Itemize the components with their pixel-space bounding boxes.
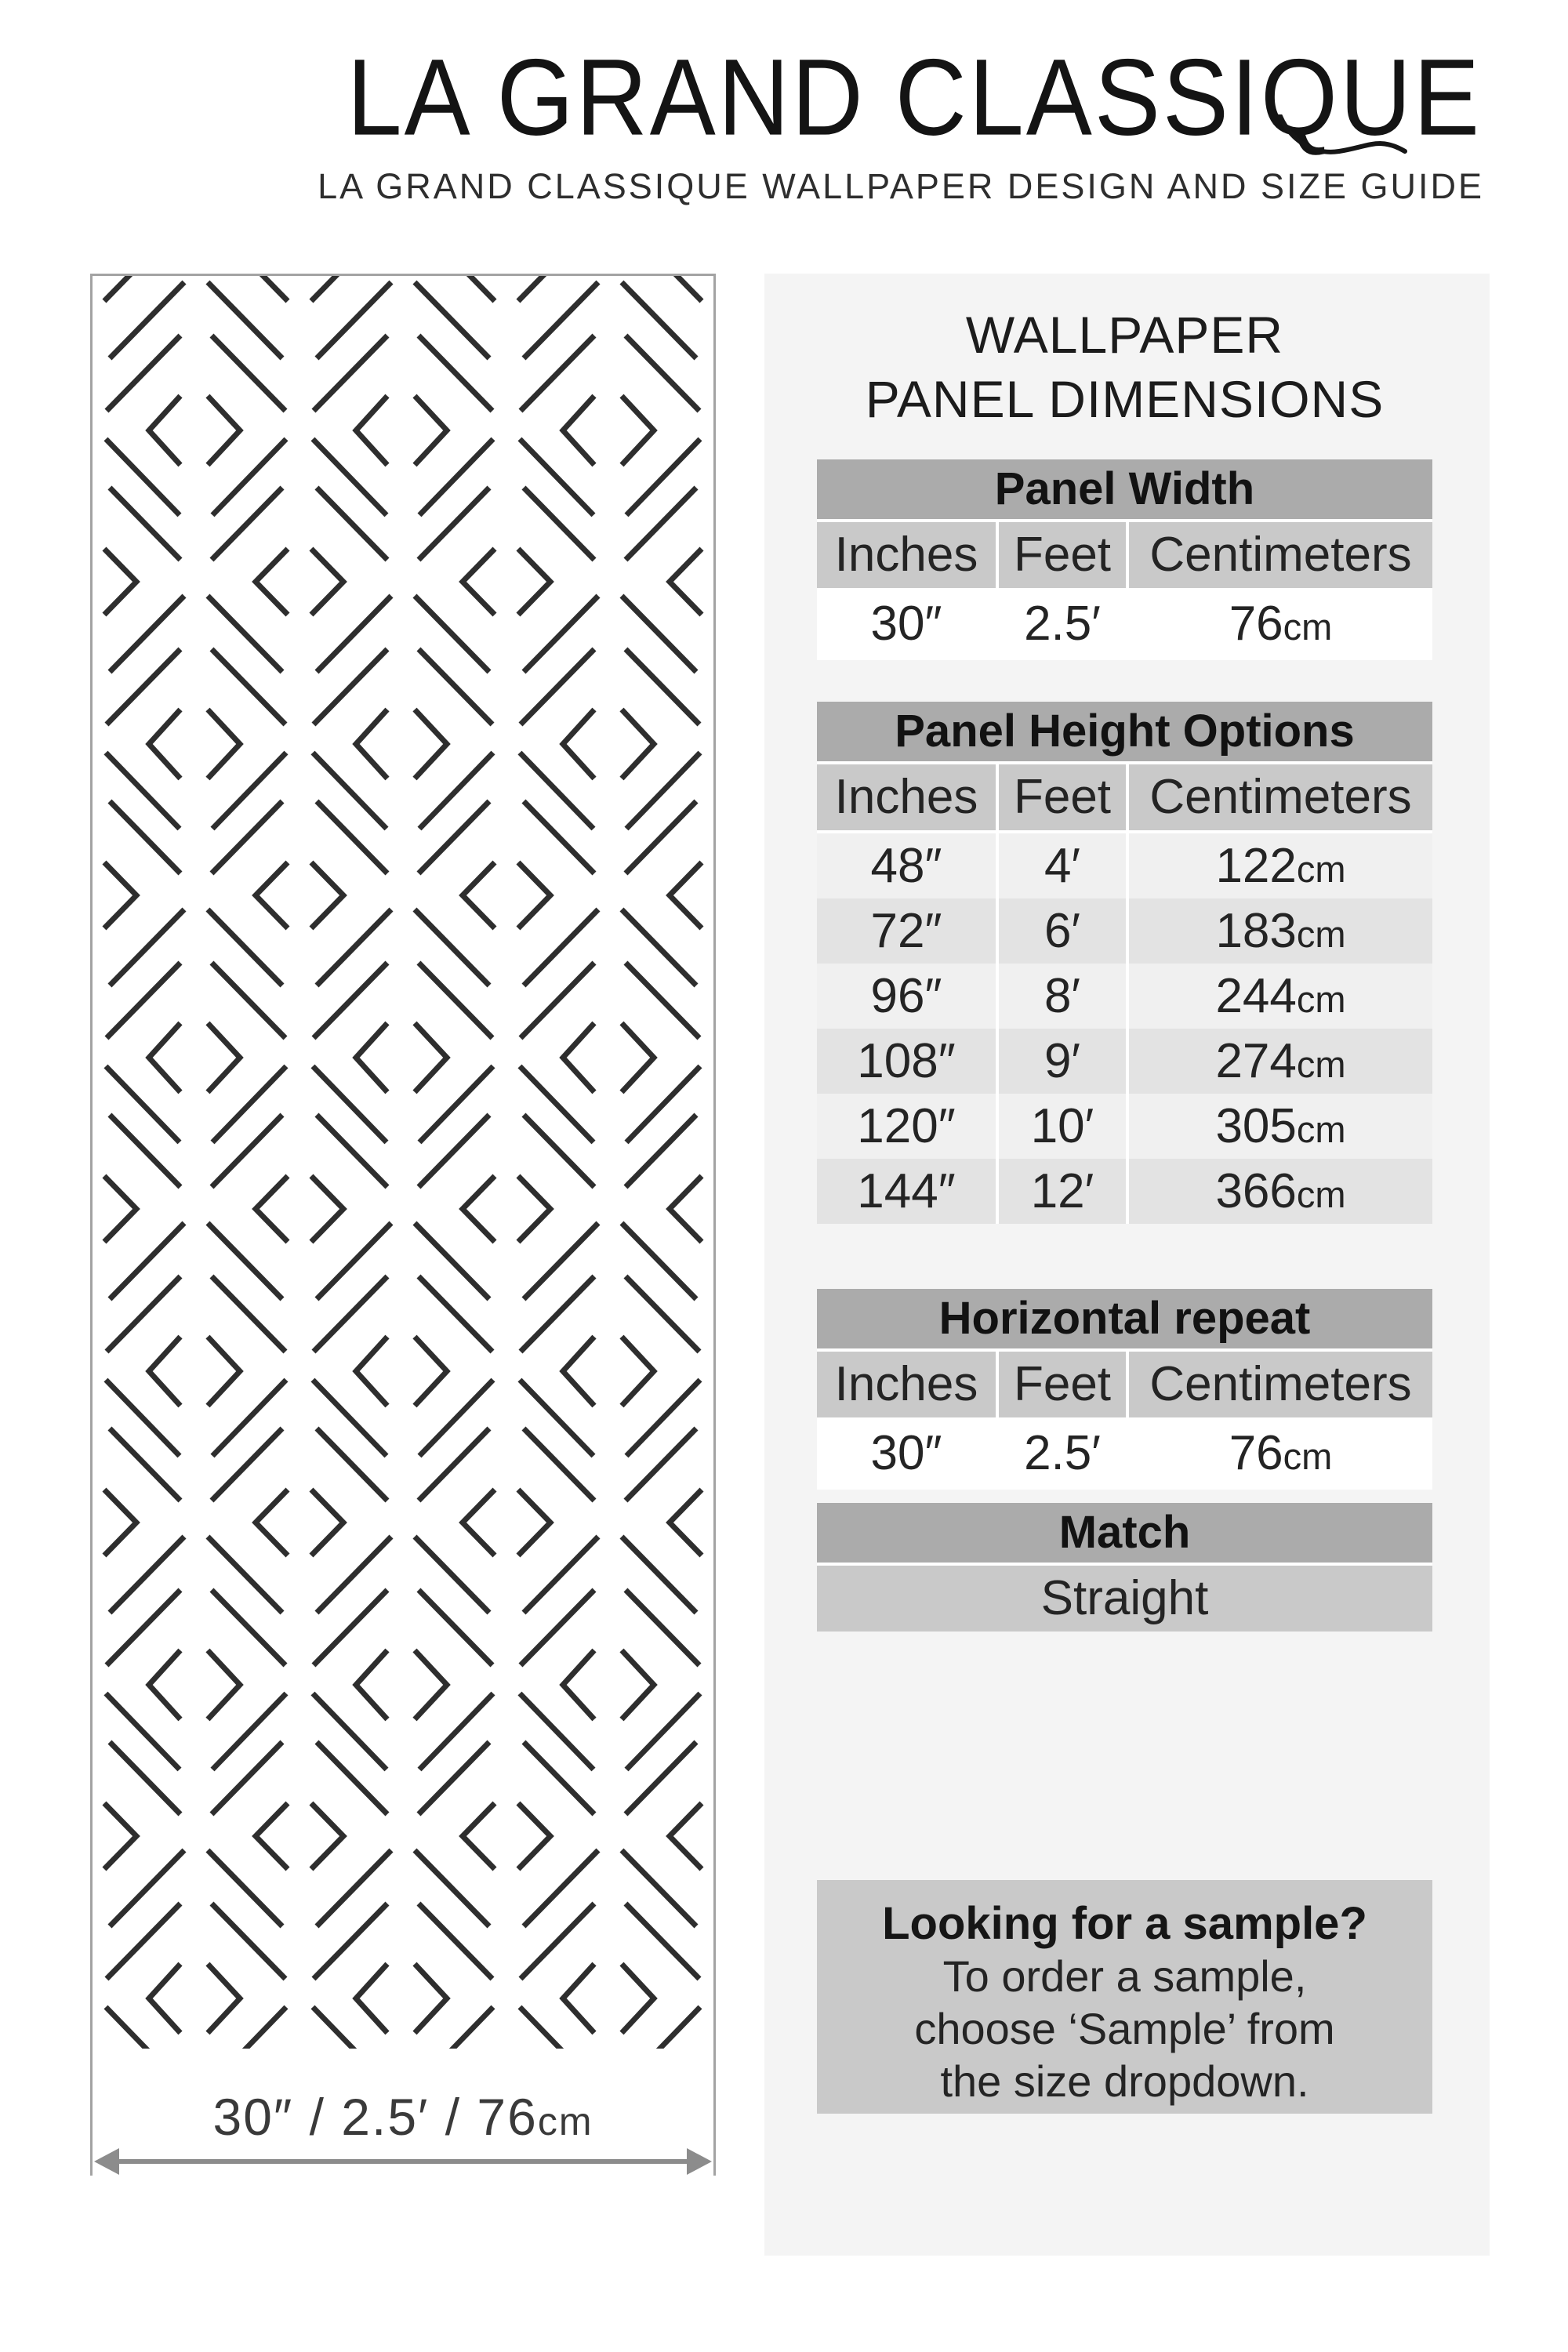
dimensions-heading-line2: PANEL DIMENSIONS (865, 370, 1385, 428)
section-panel-width (817, 459, 1432, 660)
table-section-title: Horizontal repeat (817, 1289, 1432, 1348)
arrow-right-head-icon (687, 2148, 712, 2175)
match-section-title: Match (817, 1503, 1432, 1563)
cell-centimeters: 76cm (1229, 1426, 1333, 1480)
cell-feet: 4′ (999, 833, 1126, 898)
column-header-inches: Inches (817, 764, 996, 830)
column-header-centimeters: Centimeters (1129, 1352, 1432, 1417)
cell-centimeters: 122cm (1129, 833, 1432, 898)
dimensions-heading (817, 303, 1432, 431)
column-header-centimeters: Centimeters (1129, 764, 1432, 830)
table-row (817, 588, 1432, 660)
page-title: LA GRAND CLASSIQUE (347, 36, 1482, 158)
cell-inches: 96″ (817, 964, 996, 1029)
cell-inches: 144″ (817, 1159, 996, 1224)
sample-box-title: Looking for a sample? (882, 1898, 1367, 1949)
dimensions-heading-line1: WALLPAPER (965, 306, 1284, 364)
table-section-title: Panel Height Options (817, 702, 1432, 761)
cell-centimeters: 244cm (1129, 964, 1432, 1029)
table-row (817, 1417, 1432, 1490)
cell-centimeters: 305cm (1129, 1094, 1432, 1159)
cell-feet: 2.5′ (1024, 597, 1101, 651)
column-header-feet: Feet (999, 1352, 1126, 1417)
sample-info-box (817, 1880, 1432, 2114)
sample-box-line: choose ‘Sample’ from (914, 2004, 1335, 2053)
column-header-row (817, 1348, 1432, 1417)
column-header-feet: Feet (999, 522, 1126, 588)
wallpaper-swatch-panel (90, 274, 716, 2176)
cell-inches: 30″ (870, 597, 942, 651)
cell-centimeters: 183cm (1129, 898, 1432, 964)
section-panel-height (817, 702, 1432, 1224)
cell-feet: 8′ (999, 964, 1126, 1029)
table-section-title: Panel Width (817, 459, 1432, 519)
column-header-inches: Inches (817, 522, 996, 588)
column-header-feet: Feet (999, 764, 1126, 830)
column-header-inches: Inches (817, 1352, 996, 1417)
sample-box-line: To order a sample, (942, 1951, 1307, 2001)
table-row (817, 964, 1432, 1029)
cell-feet: 9′ (999, 1029, 1126, 1094)
table-row (817, 1029, 1432, 1094)
cell-inches: 120″ (817, 1094, 996, 1159)
match-value: Straight (817, 1563, 1432, 1632)
cell-centimeters: 366cm (1129, 1159, 1432, 1224)
arrow-shaft (119, 2159, 687, 2164)
column-header-row (817, 519, 1432, 588)
cell-inches: 72″ (817, 898, 996, 964)
page-subtitle: LA GRAND CLASSIQUE WALLPAPER DESIGN AND SIZE GUIDE (318, 166, 1484, 206)
table-row (817, 1094, 1432, 1159)
cell-centimeters: 274cm (1129, 1029, 1432, 1094)
cell-inches: 30″ (870, 1426, 942, 1480)
sample-box-text (817, 1950, 1432, 2107)
cell-feet: 10′ (999, 1094, 1126, 1159)
cell-centimeters: 76cm (1229, 597, 1333, 651)
panel-width-dimension-label: 30″ / 2.5′ / 76cm (212, 2088, 593, 2146)
section-match (817, 1503, 1432, 1632)
cell-feet: 6′ (999, 898, 1126, 964)
q-swash-flourish (1245, 114, 1425, 174)
cell-inches: 108″ (817, 1029, 996, 1094)
table-row (817, 833, 1432, 898)
table-row (817, 1159, 1432, 1224)
cell-inches: 48″ (817, 833, 996, 898)
dimensions-panel (764, 274, 1490, 2256)
column-header-row (817, 761, 1432, 830)
arrow-left-head-icon (94, 2148, 119, 2175)
width-measure-arrow (94, 2148, 712, 2175)
cell-feet: 12′ (999, 1159, 1126, 1224)
table-row (817, 898, 1432, 964)
cell-feet: 2.5′ (1024, 1426, 1101, 1480)
sample-box-line: the size dropdown. (940, 2056, 1309, 2106)
column-header-centimeters: Centimeters (1129, 522, 1432, 588)
wallpaper-pattern (93, 276, 713, 2049)
section-horizontal-repeat (817, 1289, 1432, 1490)
